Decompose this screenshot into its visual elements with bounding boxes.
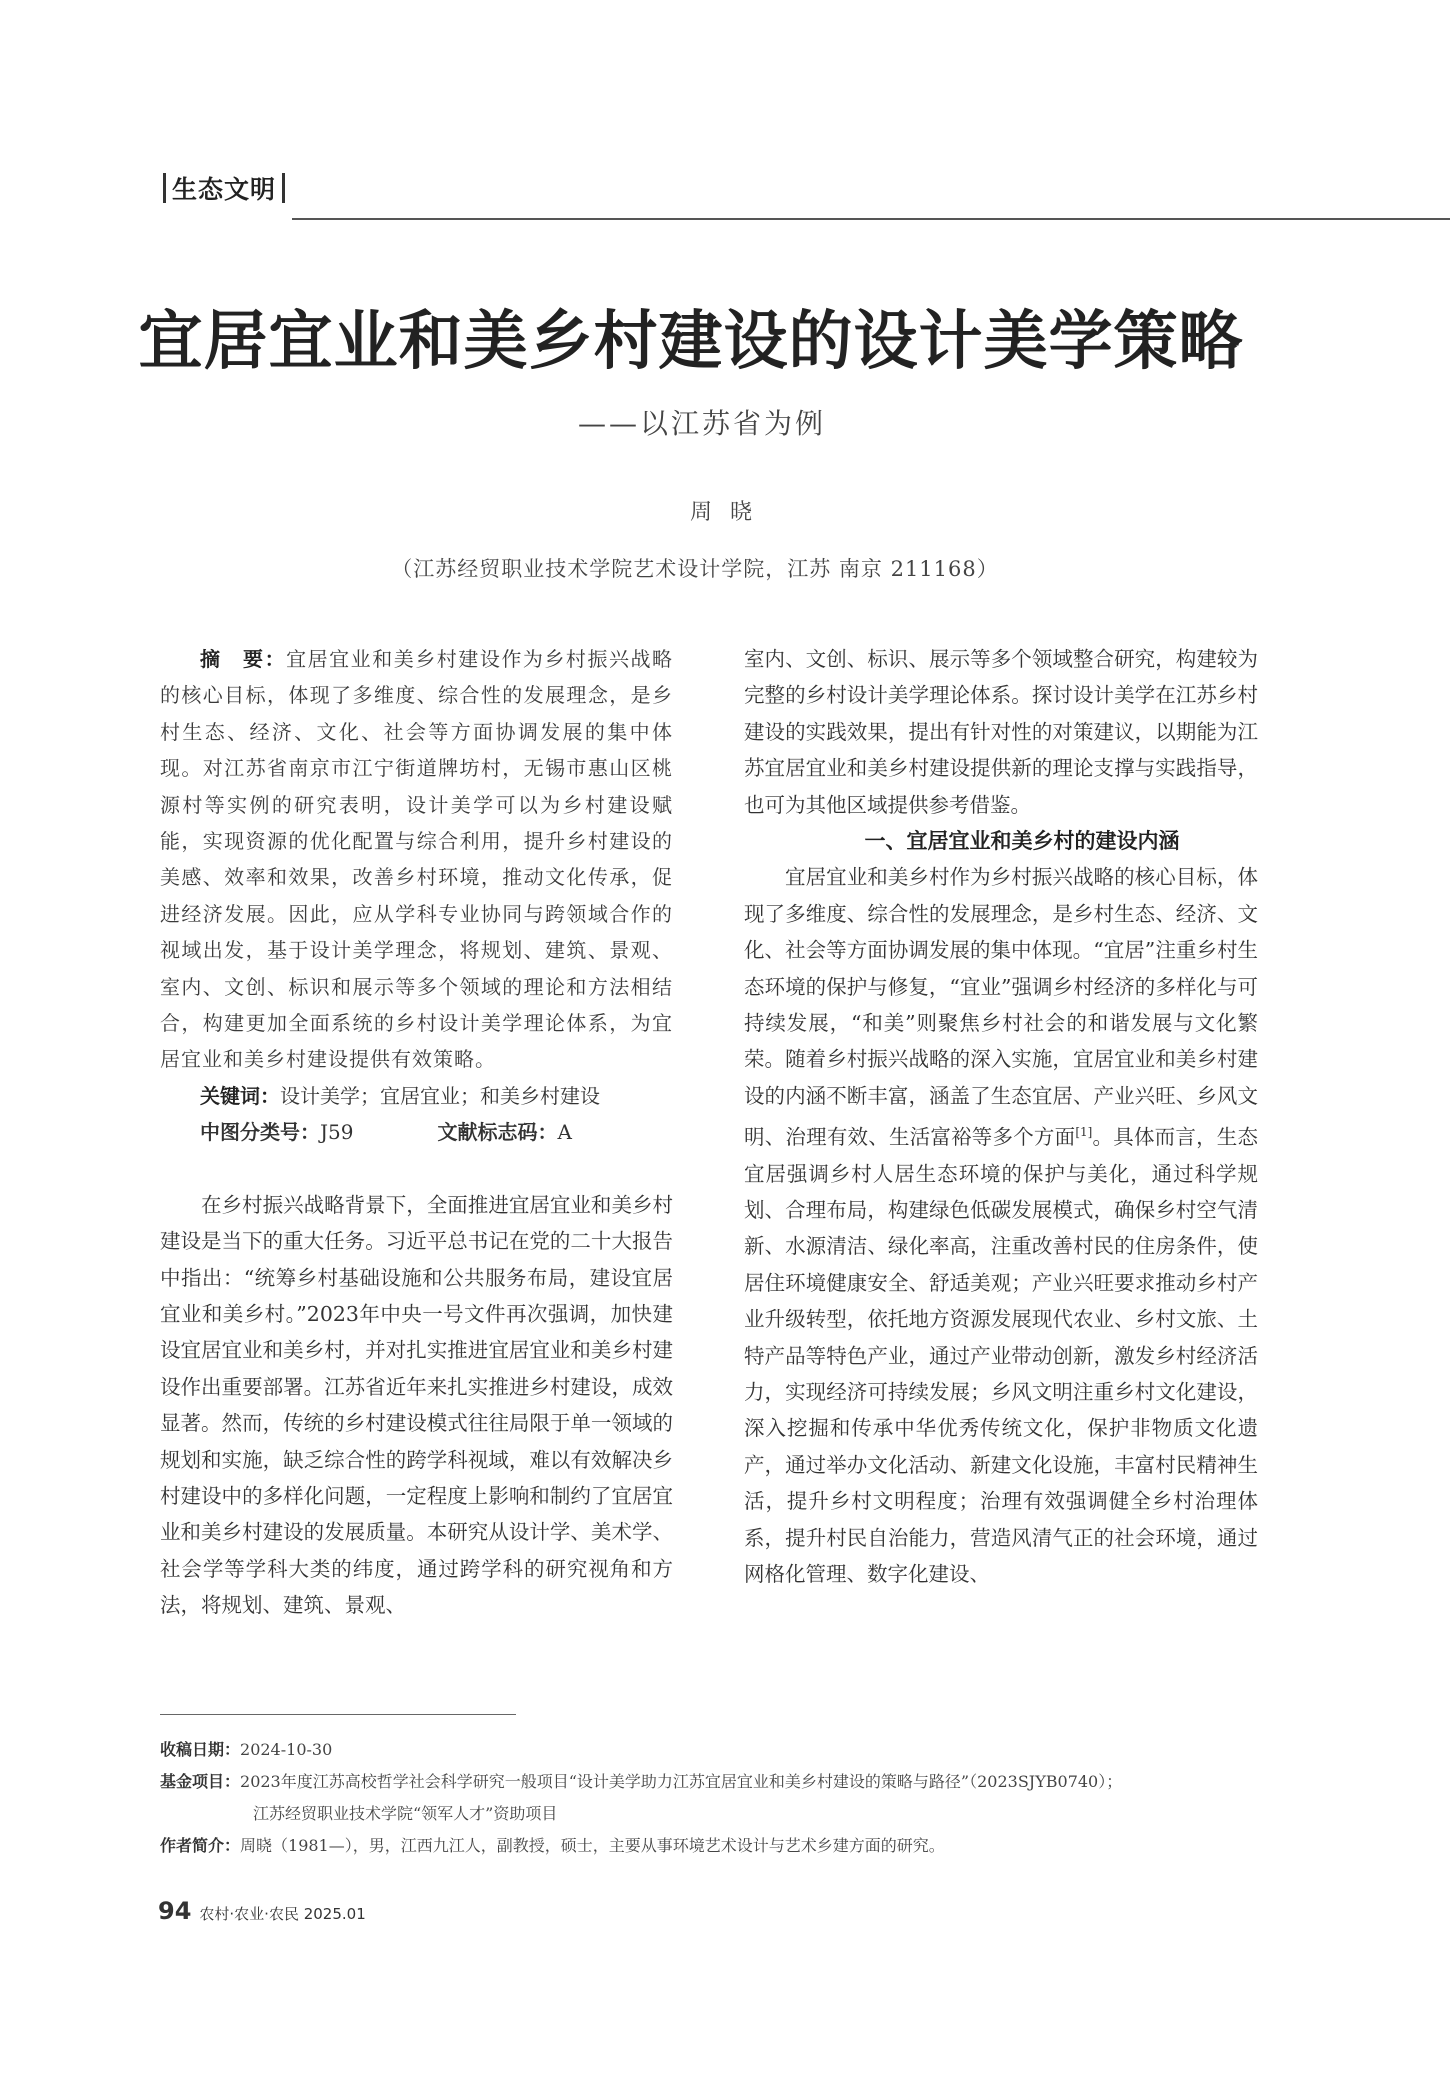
author-name: 周晓 bbox=[690, 500, 771, 525]
doc-label: 文献标志码： bbox=[437, 1120, 558, 1145]
received-note bbox=[160, 1734, 1290, 1766]
spacer bbox=[160, 1151, 673, 1187]
article-title bbox=[0, 290, 1450, 382]
section1-text-b: 。具体而言，生态宜居强调乡村人居生态环境的保护与美化，通过科学规划、合理布局，构建绿色低碳发展模式，确保乡村空气清新、水源清洁、绿化率高，注重改善村民的住房条件，使居住环境健康安全、舒适美观；产业兴旺要求推动乡村产业升级转型，依托地方资源发展现代农业、乡村文旅、土特产品等特色产业，通过产业带动创新，激发乡村经济活力，实现经济可持续发展；乡风文明注重乡村文化建设，深入挖掘和传承中华优秀传统文化，保护非物质文化遗产，通过举办文化活动、新建文化设施，丰富村民精神生活，提升乡村文明程度；治理有效强调健全乡村治理体系，提升村民自治能力，营造风清气正的社会环境，通过网格化管理、数字化建设、 bbox=[744, 1125, 1259, 1586]
title-text: 宜居宜业和美乡村建设的设计美学策略 bbox=[138, 305, 1244, 379]
abstract-text: 宜居宜业和美乡村建设作为乡村振兴战略的核心目标，体现了多维度、综合性的发展理念，是乡村生态、经济、文化、社会等方面协调发展的集中体现。对江苏省南京市江宁街道牌坊村，无锡市惠山区桃源村等实例的研究表明，设计美学可以为乡村建设赋能，实现资源的优化配置与综合利用，提升乡村建设的美感、效率和效果，改善乡村环境，推动文化传承，促进经济发展。因此，应从学科专业协同与跨领域合作的视域出发，基于设计美学理念，将规划、建筑、景观、室内、文创、标识和展示等多个领域的理论和方法相结合，构建更加全面系统的乡村设计美学理论体系，为宜居宜业和美乡村建设提供有效策略。 bbox=[160, 647, 674, 1072]
intro-paragraph: 在乡村振兴战略背景下，全面推进宜居宜业和美乡村建设是当下的重大任务。习近平总书记在党的二十大报告中指出：“统筹乡村基础设施和公共服务布局，建设宜居宜业和美乡村。”2023年中央一号文件再次强调，加快建设宜居宜业和美乡村，并对扎实推进宜居宜业和美乡村建设作出重要部署。江苏省近年来扎实推进乡村建设，成效显著。然而，传统的乡村建设模式往往局限于单一领域的规划和实施，缺乏综合性的跨学科视域，难以有效解决乡村建设中的多样化问题，一定程度上影响和制约了宜居宜业和美乡村建设的发展质量。本研究从设计学、美术学、社会学等学科大类的纬度，通过跨学科的研究视角和方法，将规划、建筑、景观、 bbox=[160, 1192, 673, 1618]
doc-value: A bbox=[557, 1120, 572, 1145]
page-number: 94 bbox=[158, 1897, 192, 1925]
journal-info: 农村·农业·农民 2025.01 bbox=[199, 1905, 366, 1923]
section-label: 生态文明 bbox=[172, 175, 277, 204]
bio-text: 周晓（1981—），男，江西九江人，副教授，硕士，主要从事环境艺术设计与艺术乡建方面的研究。 bbox=[240, 1836, 945, 1855]
received-label: 收稿日期： bbox=[160, 1740, 241, 1759]
section1-text-a: 宜居宜业和美乡村作为乡村振兴战略的核心目标，体现了多维度、综合性的发展理念，是乡村生态、经济、文化、社会等方面协调发展的集中体现。“宜居”注重乡村生态环境的保护与修复，“宜业”强调乡村经济的多样化与可持续发展，“和美”则聚焦乡村社会的和谐发展与文化繁荣。随着乡村振兴战略的深入实施，宜居宜业和美乡村建设的内涵不断丰富，涵盖了生态宜居、产业兴旺、乡风文明、治理有效、生活富裕等多个方面 bbox=[744, 865, 1258, 1150]
fund-label: 基金项目： bbox=[160, 1772, 241, 1791]
affiliation-text: （江苏经贸职业技术学院艺术设计学院，江苏 南京 211168） bbox=[391, 557, 999, 581]
clc-block bbox=[200, 1114, 353, 1150]
fund-note-cont: 江苏经贸职业技术学院“领军人才”资助项目 bbox=[253, 1804, 558, 1823]
right-column bbox=[744, 641, 1258, 1592]
footnote-rule bbox=[160, 1714, 516, 1715]
received-date: 2024-10-30 bbox=[240, 1740, 333, 1759]
clc-label: 中图分类号： bbox=[200, 1120, 320, 1145]
keywords-label: 关键词： bbox=[200, 1083, 280, 1108]
classification-row bbox=[160, 1114, 673, 1150]
intro-paragraph-continued: 室内、文创、标识、展示等多个领域整合研究，构建较为完整的乡村设计美学理论体系。探讨设计美学在江苏乡村建设的实践效果，提出有针对性的对策建议，以期能为江苏宜居宜业和美乡村建设提供新的理论支撑与实践指导，也可为其他区域提供参考借鉴。 bbox=[744, 647, 1258, 817]
doc-block bbox=[437, 1114, 571, 1150]
section-tag bbox=[157, 170, 291, 206]
footnotes bbox=[160, 1734, 1290, 1862]
page-footer bbox=[158, 1897, 366, 1925]
article-subtitle: ——以江苏省为例 bbox=[578, 407, 827, 440]
clc-value: J59 bbox=[320, 1120, 354, 1145]
citation-ref[interactable]: [1] bbox=[1075, 1125, 1093, 1140]
fund-note bbox=[160, 1766, 1290, 1798]
abstract bbox=[160, 641, 673, 1078]
author-affiliation bbox=[0, 553, 1450, 583]
abstract-label: 摘 要： bbox=[200, 647, 287, 671]
left-column bbox=[160, 641, 673, 1624]
keywords bbox=[160, 1078, 673, 1114]
bio-label: 作者简介： bbox=[160, 1836, 241, 1855]
section-heading: 一、宜居宜业和美乡村的建设内涵 bbox=[864, 829, 1180, 854]
keywords-text: 设计美学；宜居宜业；和美乡村建设 bbox=[280, 1083, 600, 1108]
header-rule bbox=[292, 218, 1450, 220]
bio-note bbox=[160, 1830, 1290, 1862]
section1-paragraph bbox=[744, 859, 1258, 1592]
tag-bar-left bbox=[163, 173, 166, 203]
tag-bar-right bbox=[282, 173, 285, 203]
fund-text: 2023年度江苏高校哲学社会科学研究一般项目“设计美学助力江苏宜居宜业和美乡村建设的策略与路径”（2023SJYB0740）； bbox=[240, 1772, 1123, 1791]
